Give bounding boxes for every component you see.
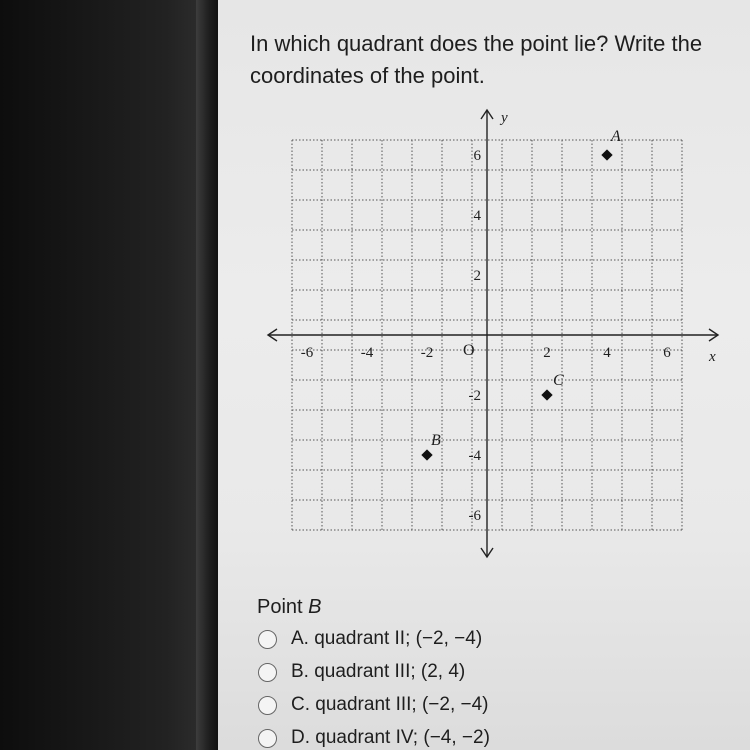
y-tick-label: -2	[468, 388, 481, 404]
tick-labels	[301, 110, 716, 524]
y-tick-label: -4	[468, 448, 481, 464]
option-a-label: A. quadrant II; (−2, −4)	[291, 628, 483, 649]
option-b[interactable]	[258, 661, 465, 683]
y-tick-label: 2	[473, 268, 481, 284]
option-c[interactable]	[258, 694, 489, 716]
y-tick-label: -6	[468, 508, 481, 524]
radio-circle-icon[interactable]	[258, 729, 277, 748]
point-prompt-name: B	[308, 596, 322, 618]
radio-circle-icon[interactable]	[258, 663, 277, 682]
point-prompt-prefix: Point	[257, 596, 303, 618]
point-c-label: C	[553, 372, 564, 389]
x-tick-label: -4	[360, 345, 374, 361]
option-b-label: B. quadrant III; (2, 4)	[291, 661, 466, 682]
point-prompt	[257, 596, 322, 619]
point-b-label: B	[431, 432, 441, 449]
question-text: In which quadrant does the point lie? Write the coordinates of the point.	[250, 31, 703, 88]
x-tick-label: 6	[663, 345, 671, 361]
plotted-points	[421, 128, 621, 461]
option-d-label: D. quadrant IV; (−4, −2)	[291, 727, 490, 748]
point-a-label: A	[611, 128, 621, 145]
point-c-marker	[541, 389, 552, 400]
point-a-marker	[601, 149, 612, 160]
x-tick-label: 4	[603, 345, 611, 361]
origin-label: O	[463, 342, 475, 359]
y-tick-label: 4	[473, 208, 481, 224]
option-a[interactable]	[258, 628, 482, 650]
y-axis-label: y	[501, 110, 508, 126]
radio-circle-icon[interactable]	[258, 630, 277, 649]
x-tick-label: -6	[300, 345, 314, 361]
option-d[interactable]	[258, 727, 490, 749]
coordinate-graph	[240, 92, 720, 567]
option-c-label: C. quadrant III; (−2, −4)	[291, 694, 489, 715]
radio-circle-icon[interactable]	[258, 696, 277, 715]
screen-bezel	[196, 0, 218, 750]
axes	[268, 110, 718, 557]
dark-background	[0, 0, 196, 750]
x-tick-label: -2	[420, 345, 434, 361]
x-axis-label: x	[709, 349, 716, 365]
point-b-marker	[421, 449, 432, 460]
x-tick-label: 2	[543, 345, 551, 361]
y-tick-label: 6	[473, 148, 481, 164]
